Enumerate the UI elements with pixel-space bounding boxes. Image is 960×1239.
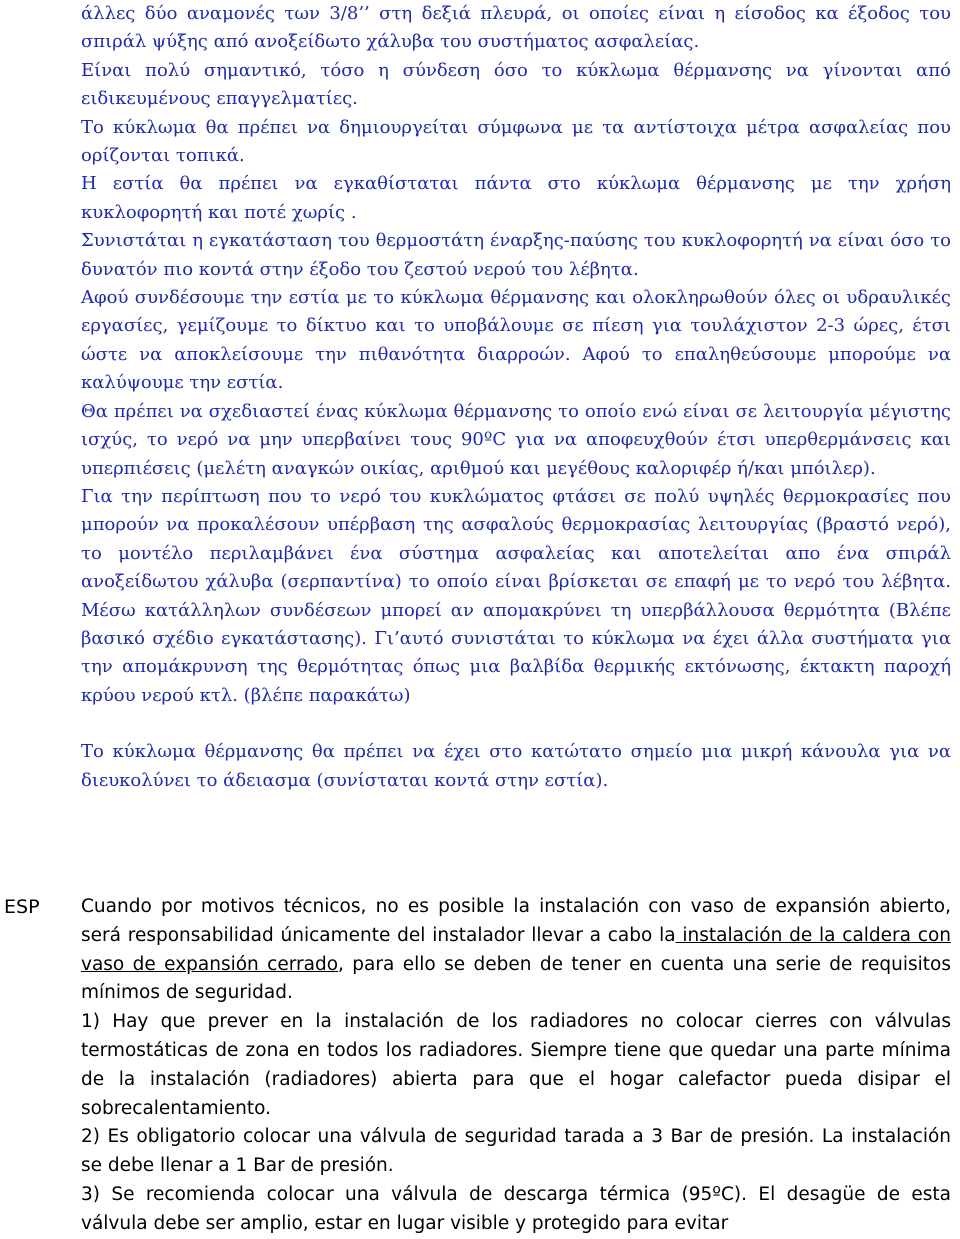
spanish-underlined-phrase: instalación de la caldera con vaso de expansión cerrado: [81, 924, 951, 975]
spanish-paragraph-1: [81, 893, 951, 1008]
spanish-paragraph-4: 3) Se recomienda colocar una válvula de descarga térmica (95ºC). El desagüe de esta válvula debe ser amplio, estar en lugar visible y protegido para evitar: [81, 1183, 951, 1234]
greek-paragraph-1: άλλες δύο αναμονές των 3/8’’ στη δεξιά πλευρά, οι οποίες είναι η είσοδος κα έξοδος του σπιράλ ψύξης από ανοξείδωτο χάλυβα του συστήματος ασφαλείας.: [81, 3, 951, 53]
greek-paragraph-4: Η εστία θα πρέπει να εγκαθίσταται πάντα στο κύκλωμα θέρμανσης με την χρήση κυκλοφορητή και ποτέ χωρίς .: [81, 173, 951, 223]
spanish-paragraph-1-a: Cuando por motivos técnicos, no es posible la instalación con vaso de expansión abierto, será responsabilidad únicamente del instalador llevar a cabo la: [81, 896, 951, 946]
greek-paragraph-8: Για την περίπτωση που το νερό του κυκλώματος φτάσει σε πολύ υψηλές θερμοκρασίες που μπορούν να προκαλέσουν υπέρβαση της ασφαλούς θερμοκρασίας λειτουργίας (βραστό νερό), το μοντέλο περιλαμβάνει ένα σύστημα ασφαλείας και αποτελείται απο ένα σπιράλ ανοξείδωτου χάλυβα (σερπαντίνα) το οποίο είναι βρίσκεται σε επαφή με το νερό του λέβητα. Μέσω κατάλληλων συνδέσεων μπορεί αν απομακρύνει τη υπερβάλλουσα θερμότητα (Βλέπε βασικό σχέδιο εγκατάστασης). Γι’αυτό συνιστάται το κύκλωμα να έχει άλλα συστήματα για την απομάκρυνση της θερμότητας όπως μια βαλβίδα θερμικής εκτόνωσης, έκτακτη παροχή κρύου νερού κτλ. (βλέπε παρακάτω): [81, 485, 951, 706]
greek-paragraph-9: Το κύκλωμα θέρμανσης θα πρέπει να έχει στο κατώτατο σημείο μια μικρή κάνουλα για να διευκολύνει το άδειασμα (συνίσταται κοντά στην εστία).: [81, 741, 951, 791]
spanish-paragraph-1-b: , para ello se deben de tener en cuenta una serie de requisitos mínimos de seguridad.: [81, 953, 951, 1004]
spanish-section: [81, 893, 951, 1239]
paragraph-spacer: [81, 710, 951, 738]
greek-paragraph-6-a: Αφού συνδέσουμε την εστία με το κύκλωμα θέρμανσης και ολοκληρωθούν όλες οι υδραυλικές εργασίες, γεμίζουμε το δίκτυο και το υποβάλουμε σε πίεση για τουλάχιστον 2-3 ώρες, έτσι ώστε να αποκλείσουμε την πιθανότητα διαρροών.: [81, 287, 951, 365]
greek-paragraph-5: Συνιστάται η εγκατάσταση του θερμοστάτη έναρξης-παύσης του κυκλοφορητή να είναι όσο το δυνατόν πιο κοντά στην έξοδο του ζεστού νερού του λέβητα.: [81, 230, 951, 280]
greek-section: [81, 0, 951, 795]
spanish-paragraph-2: 1) Hay que prever en la instalación de los radiadores no colocar cierres con válvulas termostáticas de zona en todos los radiadores. Siempre tiene que quedar una parte mínima de la instalación (radiadores) abierta para que el hogar calefactor pueda disipar el sobrecalentamiento.: [81, 1011, 951, 1119]
greek-paragraph-3: Το κύκλωμα θα πρέπει να δημιουργείται σύμφωνα με τα αντίστοιχα μέτρα ασφαλείας που ορίζονται τοπικά.: [81, 116, 951, 167]
greek-paragraph-7: Θα πρέπει να σχεδιαστεί ένας κύκλωμα θέρμανσης το οποίο ενώ είναι σε λειτουργία μέγιστης ισχύς, το νερό να μην υπερβαίνει τους 90ºC για να αποφευχθούν έτσι υπερθερμάνσεις και υπερπιέσεις (μελέτη αναγκών οικίας, αριθμού και μεγέθους καλοριφέρ ή/και μπόιλερ).: [81, 400, 951, 479]
language-label-esp: ESP: [4, 896, 40, 918]
greek-paragraph-6: [81, 284, 951, 398]
greek-paragraph-2: Είναι πολύ σημαντικό, τόσο η σύνδεση όσο το κύκλωμα θέρμανσης να γίνονται από ειδικευμένους επαγγελματίες.: [81, 59, 951, 110]
spanish-paragraph-3: 2) Es obligatorio colocar una válvula de seguridad tarada a 3 Bar de presión. La instalación se debe llenar a 1 Bar de presión.: [81, 1126, 951, 1177]
greek-paragraph-6-b: Αφού το επαληθεύσουμε μπορούμε να καλύψουμε την εστία.: [81, 343, 951, 394]
